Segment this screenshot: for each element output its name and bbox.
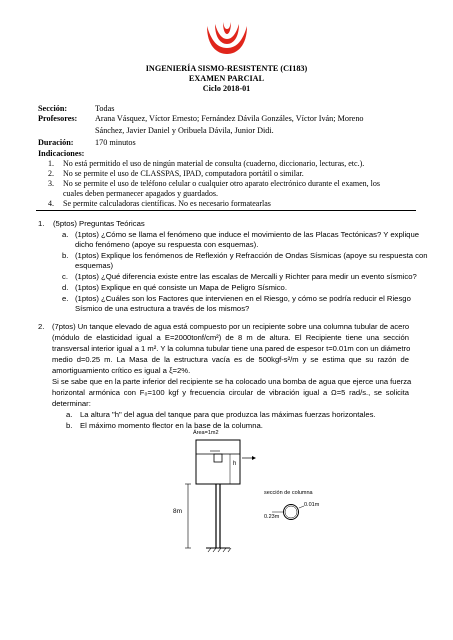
professors-label: Profesores: — [38, 114, 78, 123]
item-letter: b. — [62, 251, 69, 260]
height-label: 8m — [173, 508, 183, 515]
item-text: (1ptos) ¿Cuáles son los Factores que intervienen en el Riesgo, y cómo se podría reducir el Riesgo — [75, 294, 411, 303]
question-title: (5ptos) Preguntas Teóricas — [53, 219, 145, 228]
professors-line-1: Arana Vásquez, Víctor Ernesto; Fernández Dávila Gonzáles, Víctor Iván; Moreno — [95, 114, 364, 123]
item-text: (1ptos) Explique los fenómenos de Reflexión y Refracción de Ondas Sísmicas (apoye su respuesta con — [75, 251, 428, 260]
indication-text: No está permitido el uso de ningún material de consulta (cuaderno, diccionario, lecturas, etc.). — [63, 159, 365, 168]
item-text: (1ptos) ¿Qué diferencia existe entre las escalas de Mercalli y Richter para medir un evento sísmico? — [75, 272, 417, 281]
item-letter: a. — [66, 410, 73, 419]
duration-label: Duración: — [38, 138, 74, 147]
indication-text: Se permite calculadoras científicas. No es necesario formatearlas — [63, 199, 271, 208]
item-text: La altura "h" del agua del tanque para que produzca las máximas fuerzas horizontales. — [80, 410, 376, 419]
question-text-line: (módulo de elasticidad igual a E=2000tonf/cm²) de 8 m de altura. El Recipiente tiene una sección — [52, 333, 409, 342]
university-logo — [203, 20, 251, 56]
professors-line-2: Sánchez, Javier Daniel y Oribuela Dávila, Junior Didi. — [95, 126, 274, 135]
indication-number: 4. — [48, 199, 54, 208]
diameter-label: 0.23m — [264, 514, 280, 520]
thickness-label: 0.01m — [304, 502, 320, 508]
indication-number: 3. — [48, 179, 54, 188]
item-letter: b. — [66, 421, 73, 430]
indication-text: No se permite el uso de CLASSPAS, IPAD, computadora portátil o similar. — [63, 169, 304, 178]
question-number: 1. — [38, 219, 45, 228]
h-label: h — [233, 461, 237, 467]
item-text-continued: dicho fenómeno (apoye su respuesta con esquemas). — [75, 240, 259, 249]
item-text: (1ptos) ¿Cómo se llama el fenómeno que induce el movimiento de las Placas Tectónicas? Y explique — [75, 230, 419, 239]
section-label: Sección: — [38, 104, 68, 113]
indications-label: Indicaciones: — [38, 149, 85, 158]
indication-number: 1. — [48, 159, 54, 168]
question-number: 2. — [38, 322, 45, 331]
item-text-continued: esquemas) — [75, 261, 114, 270]
question-text-line: medio d=0.25 m. La Masa de la estructura vacía es de 500kgf-s²/m y se estima que su razón de — [52, 355, 409, 364]
item-letter: e. — [62, 294, 69, 303]
item-letter: d. — [62, 283, 69, 292]
indication-text-continued: cuales deben permanecer apagados y guardados. — [63, 189, 219, 198]
question-text-line: Si se sabe que en la parte inferior del recipiente se ha colocado una bomba de agua que ejerce una fuerza — [52, 377, 412, 386]
item-text-continued: Sísmico de una estructura a través de los mismos? — [75, 304, 250, 313]
item-letter: a. — [62, 230, 69, 239]
section-value: Todas — [95, 104, 115, 113]
area-label: Área=1m2 — [193, 430, 219, 436]
question-text-line: determinar: — [52, 399, 91, 408]
question-text-line: (7ptos) Un tanque elevado de agua está compuesto por un recipiente sobre una columna tubular de acero — [52, 322, 410, 331]
item-text: (1ptos) Explique en qué consiste un Mapa de Peligro Sísmico. — [75, 283, 287, 292]
duration-value: 170 minutos — [95, 138, 136, 147]
section-title: sección de columna — [264, 490, 313, 496]
item-text: El máximo momento flector en la base de la columna. — [80, 421, 263, 430]
cycle-label: Ciclo 2018-01 — [202, 84, 251, 93]
water-tank-figure — [180, 430, 260, 560]
question-text-line: amortiguamiento crítico es igual a ξ=2%. — [52, 366, 191, 375]
course-title: INGENIERÍA SISMO-RESISTENTE (CI183) — [145, 64, 308, 73]
header-divider — [36, 210, 416, 211]
exam-title: EXAMEN PARCIAL — [188, 74, 265, 83]
question-text-line: transversal interior igual a 1 m². Y la columna tubular tiene una pared de espesor t=0.01m con un diámetro — [52, 344, 411, 353]
item-letter: c. — [62, 272, 68, 281]
question-text-line: horizontal armónica con F₀=100 kgf y frecuencia circular de vibración igual a Ω=5 rad/s., se solicita — [52, 388, 409, 397]
indication-number: 2. — [48, 169, 54, 178]
indication-text: No se permite el uso de teléfono celular o cualquier otro aparato electrónico durante el examen, los — [63, 179, 380, 188]
